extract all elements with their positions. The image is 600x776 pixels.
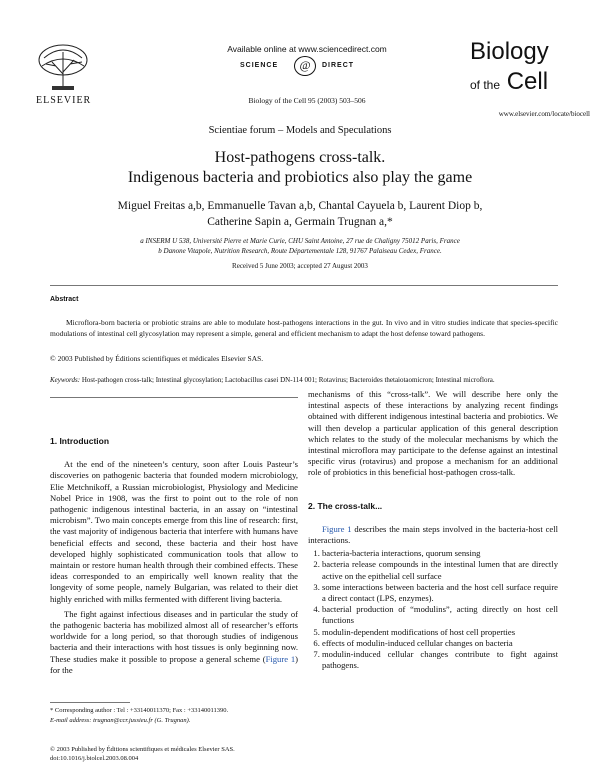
intro-continuation: mechanisms of this “cross-talk”. We will describe here only the intestinal aspects of these interactions by analyzing recent findings obtained with different indigenous intestinal bacteria and probiotics. We will then develop a particular application of this general description which relates to the study of the molecular mechanisms by which the intestinal microflora may participate to the defense against an intestinal specific virus (rotavirus) and propose a mechanism for an additional role of probiotics in this beneficial host-pathogen cross-talk. [308, 389, 558, 478]
affiliation-a: a INSERM U 538, Université Pierre et Marie Curie, CHU Saint Antoine, 27 rue de Chaligny 75012 Paris, France [140, 237, 460, 245]
title-line-1: Host-pathogens cross-talk. [214, 149, 386, 166]
list-item: 1. bacteria-bacteria interactions, quorum sensing [322, 548, 558, 559]
keywords-label: Keywords: [50, 376, 81, 384]
list-item: 3. some interactions between bacteria and the host cell surface require a direct contact (LPS, enzymes). [322, 582, 558, 604]
figure-1-link[interactable]: Figure 1 [265, 653, 296, 664]
keywords [50, 376, 558, 384]
journal-name-of-the: of the [470, 78, 501, 92]
divider-top [50, 285, 558, 286]
publisher-name: ELSEVIER [36, 95, 92, 106]
crosstalk-heading: 2. The cross-talk... [308, 500, 383, 511]
doi[interactable]: doi:10.1016/j.biolcel.2003.08.004 [50, 755, 139, 762]
bottom-copyright: © 2003 Published by Éditions scientifiques et médicales Elsevier SAS. [50, 746, 235, 753]
section-label: Scientiae forum – Models and Speculations [208, 125, 392, 136]
intro-heading: 1. Introduction [50, 436, 110, 446]
column-right [308, 389, 558, 671]
authors-line-1: Miguel Freitas a,b, Emmanuelle Tavan a,b, Chantal Cayuela b, Laurent Diop b, [117, 200, 483, 212]
sd-at-icon: @ [294, 56, 316, 76]
journal-name-biology: Biology [470, 38, 549, 65]
title-line-2: Indigenous bacteria and probiotics also play the game [127, 169, 473, 186]
crosstalk-intro [308, 524, 558, 546]
keywords-list: Host-pathogen cross-talk; Intestinal glycosylation; Lactobacillus casei DN-114 001; Rotavirus; Bacteroides thetaiotaomicron; Intestinal microflora. [81, 376, 495, 384]
list-item: 4. bacterial production of “modulins”, acting directly on host cell functions [322, 604, 558, 626]
sd-left-word: SCIENCE [240, 62, 279, 69]
figure-1-link-2[interactable]: Figure 1 [322, 523, 352, 534]
available-online-text[interactable]: Available online at www.sciencedirect.com [227, 44, 387, 54]
intro-p2-text: The fight against infectious diseases and in particular the study of the pathogenic bacteria has mobilized almost all of researcher’s efforts worldwide for a long period, so that thorough studies of indigenous bacteria and their interactions with host tissues is only beginning now. These studies make it possible to propose a general scheme ( [50, 608, 298, 664]
list-item: 7. modulin-induced cellular changes contribute to fight against pathogens. [322, 649, 558, 671]
footnote [50, 706, 298, 725]
intro-paragraph-1: At the end of the nineteen’s century, soon after Louis Pasteur’s discoveries on pathogenic bacteria that founded modern microbiology, Elie Metchnikoff, a Russian microbiologist, Physiology and Medicine Nobel Price in 1908, was the first to point out to the role of non pathogenic indigenous intestinal bacteria, in an assay on “intestinal microbism”. Two main concepts emerge from this line of research: first, the vast majority of indigenous bacteria that interfere with humans have beneficial effects and second, these bacteria and their host have developed highly sophisticated communication tools that allow to maintain or restore human health through their combined effects. These ideas corresponded to an empirically well known reality that the longevity of some people, namely Bulgarian, was related to their diet highly enriched with milks fermented with different living bacteria. [50, 459, 298, 604]
abstract-text: Microflora-born bacteria or probiotic strains are able to modulate host-pathogens interactions in the gut. In vivo and in vitro studies indicate that species-specific modulations of intestinal cell glycosylation may represent a simple, general and efficient mechanism to adapt the host defense toward pathogens. [50, 318, 558, 338]
crosstalk-intro-text: describes the main steps involved in the bacteria-host cell interactions. [308, 523, 558, 546]
crosstalk-list [308, 548, 558, 671]
journal-name-of-the-cell [470, 70, 548, 97]
sciencedirect-logo [232, 56, 382, 76]
elsevier-tree-logo [34, 42, 92, 92]
abstract-heading: Abstract [50, 296, 79, 303]
article-title [0, 148, 600, 188]
corresponding-author: * Corresponding author : Tel : +33140011370; Fax : +33140011390. [50, 707, 229, 714]
abstract-copyright: © 2003 Published by Éditions scientifiques et médicales Elsevier SAS. [50, 354, 264, 363]
email-address[interactable]: E-mail address: trugnan@ccr.jussieu.fr (G. Trugnan). [50, 716, 191, 724]
list-item: 6. effects of modulin-induced cellular changes on bacteria [322, 638, 558, 649]
divider-abstract [50, 397, 298, 398]
journal-citation: Biology of the Cell 95 (2003) 503–506 [248, 96, 366, 105]
authors-line-2: Catherine Sapin a, Germain Trugnan a,* [207, 216, 393, 228]
received-dates: Received 5 June 2003; accepted 27 August 2003 [232, 262, 368, 270]
journal-name-cell: Cell [506, 68, 549, 95]
bottom-info [50, 745, 310, 763]
list-item: 5. modulin-dependent modifications of host cell properties [322, 627, 558, 638]
list-item: 2. bacteria release compounds in the intestinal lumen that are directly active on the epithelial cell surface [322, 559, 558, 581]
intro-paragraph-2 [50, 609, 298, 676]
authors [0, 198, 600, 230]
column-left [50, 436, 298, 680]
footnote-rule [50, 702, 130, 703]
affiliation-b: b Danone Vitapole, Nutrition Research, Route Départementale 128, 91767 Palaiseau Cedex, France. [158, 247, 442, 255]
journal-url[interactable]: www.elsevier.com/locate/biocell [498, 110, 590, 118]
intro-p2-end: ) for the [50, 653, 298, 675]
sd-right-word: DIRECT [322, 62, 355, 69]
affiliations [0, 236, 600, 256]
